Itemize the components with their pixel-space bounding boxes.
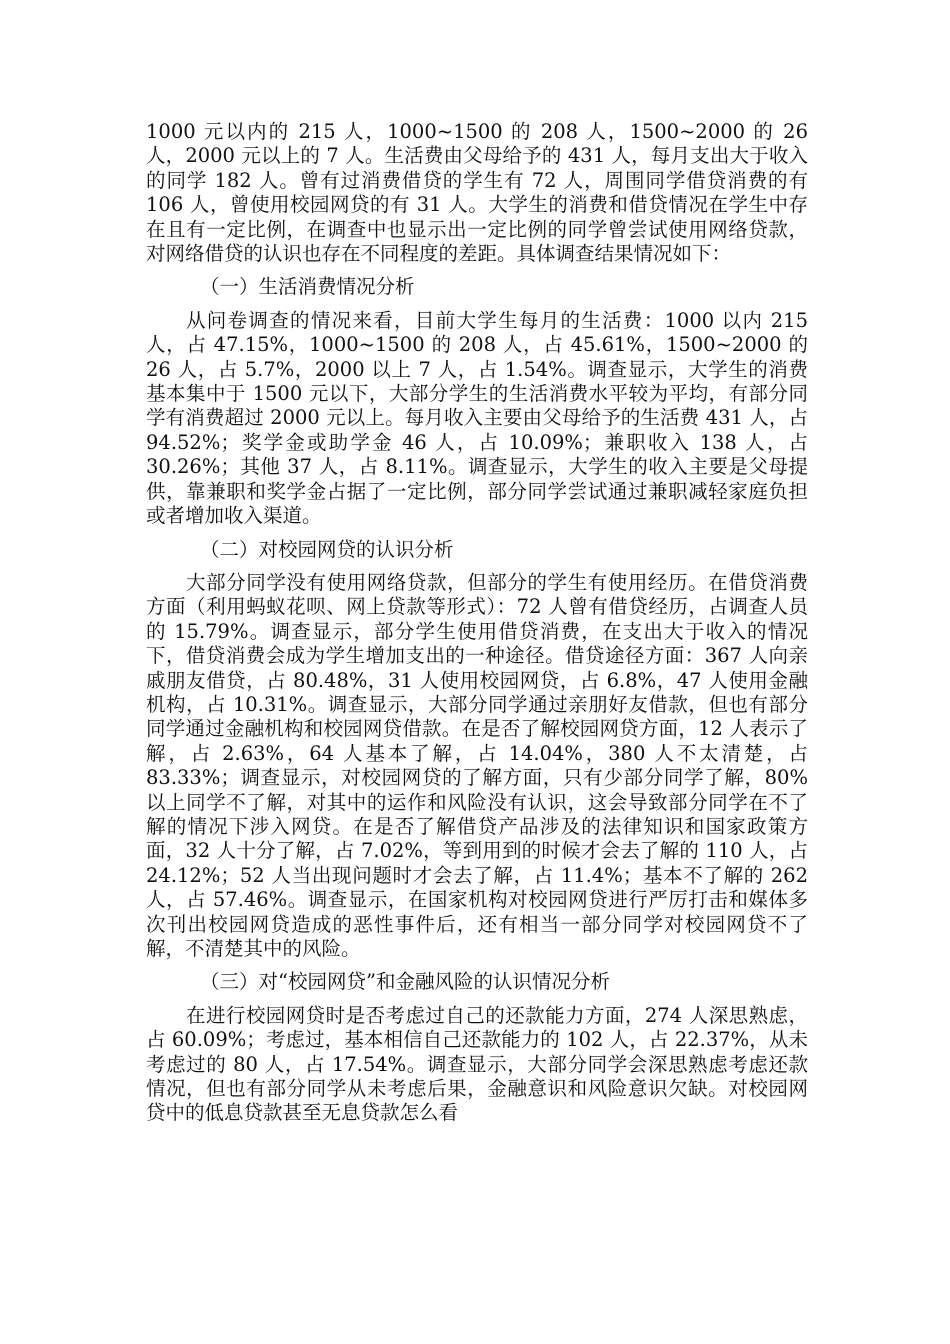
section-body-3: 在进行校园网贷时是否考虑过自己的还款能力方面，274 人深思熟虑，占 60.09%；考虑过，基本相信自己还款能力的 102 人，占 22.37%，从未考虑过的 80 人，占 17.54%。调查显示，大部分同学会深思熟虑考虑还款情况，但也有部分同学从未考虑后果，金融意识和风险意识欠缺。对校园网贷中的低息贷款甚至无息贷款怎么看 — [146, 1003, 808, 1125]
section-heading-3: （三）对“校园网贷”和金融风险的认识情况分析 — [200, 970, 610, 994]
section-body-1: 从问卷调查的情况来看，目前大学生每月的生活费：1000 以内 215 人，占 47.15%，1000~1500 的 208 人，占 45.61%，1500~2000 的 26 人，占 5.7%，2000 以上 7 人，占 1.54%。调查显示，大学生的消费基本集中于 1500 元以下，大部分学生的生活消费水平较为平均，有部分同学有消费超过 2000 元以上。每月收入主要由父母给予的生活费 431 人，占 94.52%；奖学金或助学金 46 人，占 10.09%；兼职收入 138 人，占 30.26%；其他 37 人，占 8.11%。调查显示，大学生的收入主要是父母提供，靠兼职和奖学金占据了一定比例，部分同学尝试通过兼职减轻家庭负担或者增加收入渠道。 — [146, 308, 808, 528]
document-page — [146, 120, 808, 1126]
intro-paragraph: 1000 元以内的 215 人，1000~1500 的 208 人，1500~2000 的 26 人，2000 元以上的 7 人。生活费由父母给予的 431 人，每月支出大于收入的同学 182 人。曾有过消费借贷的学生有 72 人，周围同学借贷消费的有 106 人，曾使用校园网贷的有 31 人。大学生的消费和借贷情况在学生中存在且有一定比例，在调查中也显示出一定比例的同学曾尝试使用网络贷款，对网络借贷的认识也存在不同程度的差距。具体调查结果情况如下： — [146, 120, 808, 266]
section-heading-2: （二）对校园网贷的认识分析 — [200, 537, 454, 561]
section-body-2: 大部分同学没有使用网络贷款，但部分的学生有使用经历。在借贷消费方面（利用蚂蚁花呗、网上贷款等形式）：72 人曾有借贷经历，占调查人员的 15.79%。调查显示，部分学生使用借贷消费，在支出大于收入的情况下，借贷消费会成为学生增加支出的一种途径。借贷途径方面：367 人向亲戚朋友借贷，占 80.48%，31 人使用校园网贷，占 6.8%，47 人使用金融机构，占 10.31%。调查显示，大部分同学通过亲朋好友借款，但也有部分同学通过金融机构和校园网贷借款。在是否了解校园网贷方面，12 人表示了解，占 2.63%，64 人基本了解，占 14.04%，380 人不太清楚，占 83.33%；调查显示，对校园网贷的了解方面，只有少部分同学了解，80%以上同学不了解，对其中的运作和风险没有认识，这会导致部分同学在不了解的情况下涉入网贷。在是否了解借贷产品涉及的法律知识和国家政策方面，32 人十分了解，占 7.02%，等到用到的时候才会去了解的 110 人，占 24.12%；52 人当出现问题时才会去了解，占 11.4%；基本不了解的 262 人，占 57.46%。调查显示，在国家机构对校园网贷进行严厉打击和媒体多次刊出校园网贷造成的恶性事件后，还有相当一部分同学对校园网贷不了解，不清楚其中的风险。 — [146, 570, 808, 960]
section-heading-1: （一）生活消费情况分析 — [200, 275, 415, 299]
